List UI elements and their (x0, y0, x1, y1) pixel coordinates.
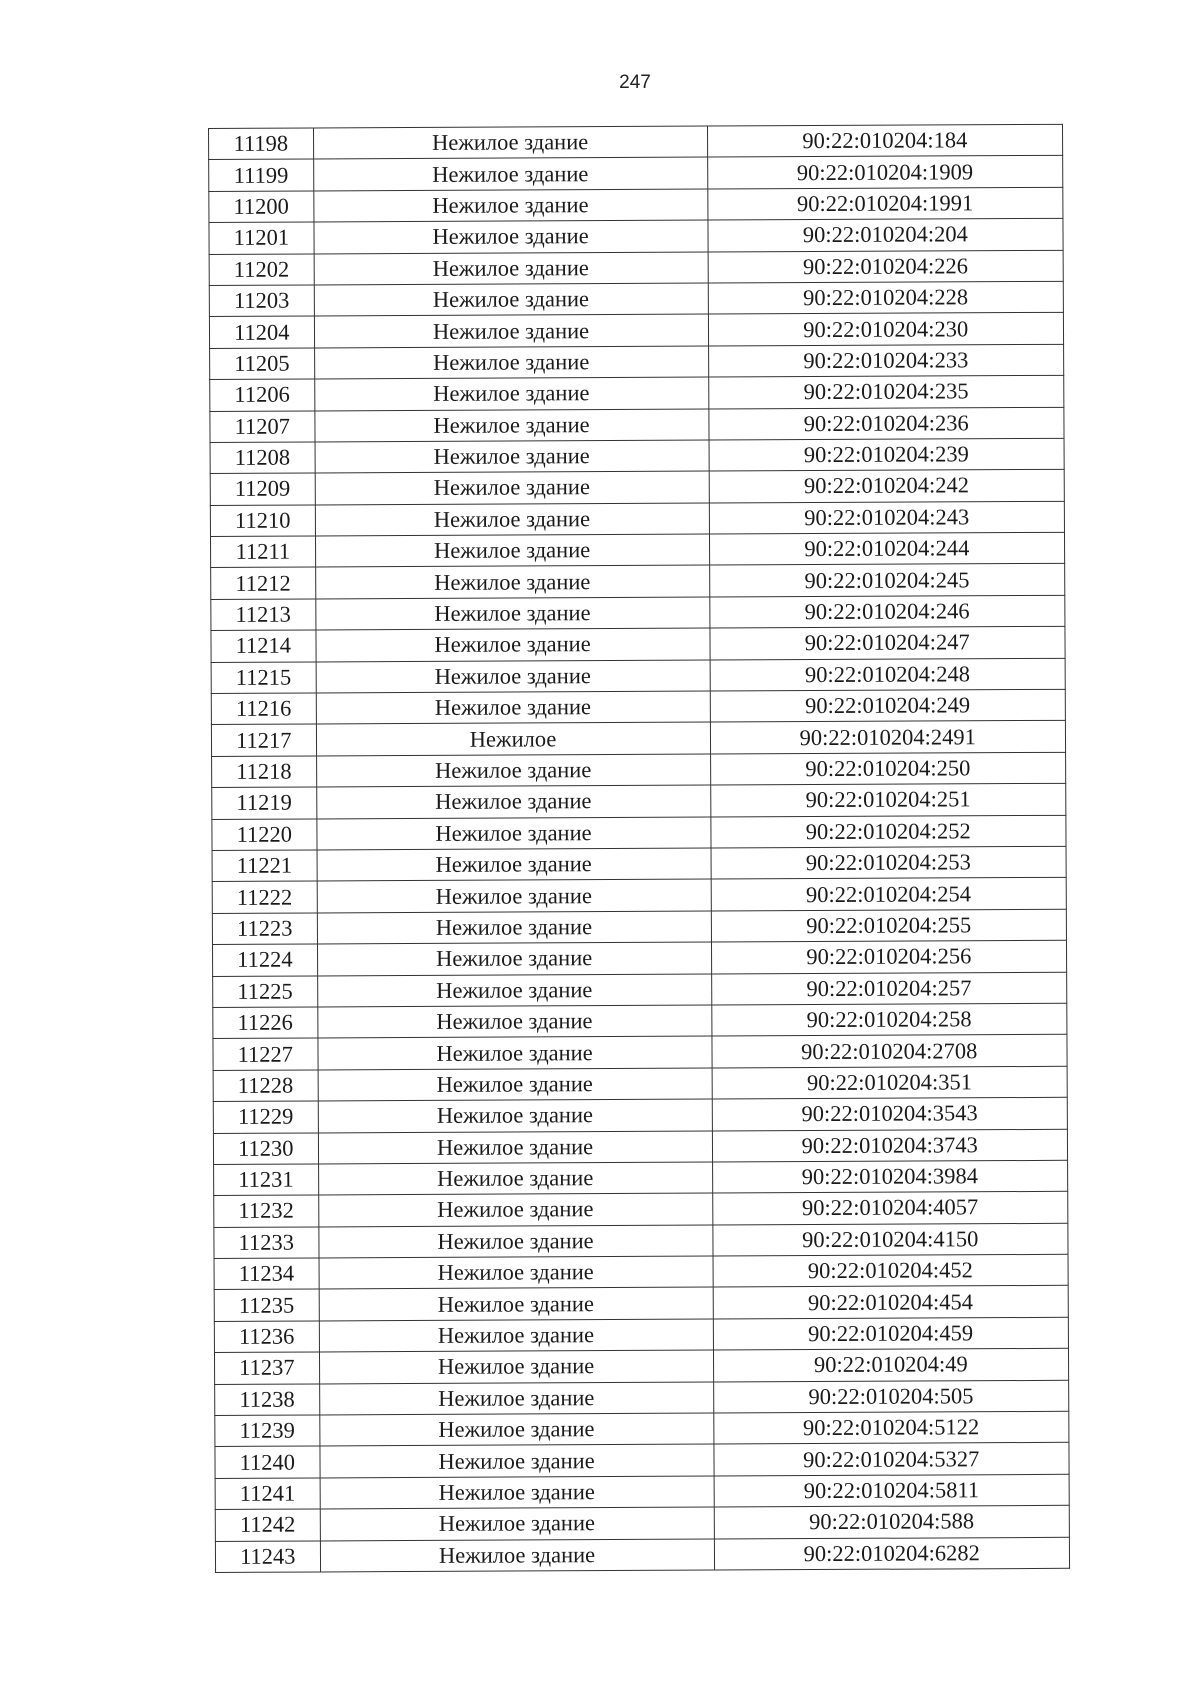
table-row (215, 1443, 1069, 1479)
table-row (212, 846, 1066, 882)
object-type-cell: Нежилое здание (315, 534, 709, 567)
row-number-cell: 11211 (210, 536, 315, 568)
cadastral-number-cell: 90:22:010204:252 (710, 815, 1066, 848)
table-row (214, 1160, 1068, 1196)
object-type-cell: Нежилое здание (316, 628, 710, 661)
table-row (215, 1505, 1069, 1541)
table-row (213, 1066, 1067, 1102)
cadastral-number-cell: 90:22:010204:253 (711, 846, 1067, 879)
object-type-cell: Нежилое здание (317, 942, 711, 975)
row-number-cell: 11204 (209, 316, 314, 348)
cadastral-number-cell: 90:22:010204:452 (713, 1254, 1069, 1287)
row-number-cell: 11227 (213, 1038, 318, 1070)
row-number-cell: 11241 (215, 1478, 320, 1510)
table-row (213, 1129, 1067, 1165)
object-type-cell: Нежилое здание (315, 471, 709, 504)
row-number-cell: 11199 (209, 159, 314, 191)
registry-table-body (209, 124, 1070, 1572)
row-number-cell: 11212 (211, 567, 316, 599)
cadastral-number-cell: 90:22:010204:3543 (712, 1097, 1068, 1130)
object-type-cell: Нежилое здание (314, 252, 708, 285)
table-row (209, 281, 1063, 317)
row-number-cell: 11213 (211, 599, 316, 631)
table-row (212, 940, 1066, 976)
table-row (210, 470, 1064, 506)
row-number-cell: 11202 (209, 254, 314, 286)
cadastral-number-cell: 90:22:010204:49 (713, 1349, 1069, 1382)
row-number-cell: 11236 (214, 1321, 319, 1353)
object-type-cell: Нежилое здание (320, 1476, 714, 1509)
object-type-cell: Нежилое здание (318, 1225, 712, 1258)
object-type-cell: Нежилое здание (314, 283, 708, 316)
table-row (215, 1474, 1069, 1510)
table-row (210, 375, 1064, 411)
cadastral-number-cell: 90:22:010204:1991 (707, 187, 1063, 220)
object-type-cell: Нежилое здание (316, 691, 710, 724)
table-row (209, 250, 1063, 286)
cadastral-number-cell: 90:22:010204:454 (713, 1286, 1069, 1319)
row-number-cell: 11229 (213, 1101, 318, 1133)
cadastral-number-cell: 90:22:010204:5327 (713, 1443, 1069, 1476)
object-type-cell: Нежилое здание (317, 974, 711, 1007)
object-type-cell: Нежилое здание (320, 1507, 714, 1540)
row-number-cell: 11198 (209, 128, 314, 160)
row-number-cell: 11210 (210, 505, 315, 537)
object-type-cell: Нежилое здание (316, 817, 710, 850)
table-row (215, 1380, 1069, 1416)
cadastral-number-cell: 90:22:010204:248 (710, 658, 1066, 691)
table-row (211, 721, 1065, 757)
row-number-cell: 11237 (214, 1352, 319, 1384)
table-row (214, 1286, 1068, 1322)
object-type-cell: Нежилое здание (319, 1413, 713, 1446)
table-row (215, 1411, 1069, 1447)
table-row (214, 1254, 1068, 1290)
object-type-cell: Нежилое здание (314, 220, 708, 253)
cadastral-number-cell: 90:22:010204:226 (708, 250, 1064, 283)
table-row (212, 909, 1066, 945)
cadastral-number-cell: 90:22:010204:256 (711, 940, 1067, 973)
object-type-cell: Нежилое здание (314, 314, 708, 347)
object-type-cell: Нежилое (316, 722, 710, 755)
object-type-cell: Нежилое здание (318, 1162, 712, 1195)
row-number-cell: 11231 (214, 1164, 319, 1196)
object-type-cell: Нежилое здание (317, 879, 711, 912)
cadastral-number-cell: 90:22:010204:257 (711, 972, 1067, 1005)
cadastral-number-cell: 90:22:010204:244 (709, 532, 1065, 565)
table-row (212, 784, 1066, 820)
row-number-cell: 11209 (210, 473, 315, 505)
cadastral-number-cell: 90:22:010204:251 (710, 784, 1066, 817)
page-number: 247 (619, 72, 651, 93)
property-registry-table (208, 124, 1070, 1573)
row-number-cell: 11217 (211, 724, 316, 756)
cadastral-number-cell: 90:22:010204:2491 (710, 721, 1066, 754)
object-type-cell: Нежилое здание (319, 1288, 713, 1321)
cadastral-number-cell: 90:22:010204:258 (711, 1003, 1067, 1036)
table-row (209, 187, 1063, 223)
object-type-cell: Нежилое здание (318, 1068, 712, 1101)
row-number-cell: 11230 (213, 1132, 318, 1164)
row-number-cell: 11222 (212, 881, 317, 913)
object-type-cell: Нежилое здание (315, 566, 709, 599)
row-number-cell: 11242 (215, 1509, 320, 1541)
row-number-cell: 11225 (213, 976, 318, 1008)
table-row (210, 501, 1064, 537)
table-row (214, 1192, 1068, 1228)
cadastral-number-cell: 90:22:010204:233 (708, 344, 1064, 377)
object-type-cell: Нежилое здание (314, 409, 708, 442)
cadastral-number-cell: 90:22:010204:459 (713, 1317, 1069, 1350)
table-row (211, 658, 1065, 694)
object-type-cell: Нежилое здание (319, 1256, 713, 1289)
object-type-cell: Нежилое здание (319, 1382, 713, 1415)
row-number-cell: 11200 (209, 191, 314, 223)
row-number-cell: 11205 (210, 348, 315, 380)
cadastral-number-cell: 90:22:010204:184 (707, 124, 1063, 157)
row-number-cell: 11208 (210, 442, 315, 474)
table-row (211, 564, 1065, 600)
row-number-cell: 11233 (214, 1227, 319, 1259)
table-row (213, 972, 1067, 1008)
row-number-cell: 11215 (211, 662, 316, 694)
cadastral-number-cell: 90:22:010204:228 (708, 281, 1064, 314)
table-row (210, 407, 1064, 443)
object-type-cell: Нежилое здание (317, 848, 711, 881)
row-number-cell: 11220 (212, 819, 317, 851)
object-type-cell: Нежилое здание (318, 1131, 712, 1164)
row-number-cell: 11221 (212, 850, 317, 882)
row-number-cell: 11226 (213, 1007, 318, 1039)
cadastral-number-cell: 90:22:010204:235 (708, 375, 1064, 408)
cadastral-number-cell: 90:22:010204:250 (710, 752, 1066, 785)
cadastral-number-cell: 90:22:010204:2708 (711, 1035, 1067, 1068)
object-type-cell: Нежилое здание (318, 1036, 712, 1069)
table-row (210, 438, 1064, 474)
row-number-cell: 11207 (210, 410, 315, 442)
row-number-cell: 11201 (209, 222, 314, 254)
cadastral-number-cell: 90:22:010204:254 (711, 878, 1067, 911)
cadastral-number-cell: 90:22:010204:243 (709, 501, 1065, 534)
table-row (214, 1223, 1068, 1259)
table-row (209, 124, 1063, 160)
table-row (209, 156, 1063, 192)
table-row (215, 1537, 1069, 1573)
table-row (214, 1349, 1068, 1385)
row-number-cell: 11206 (210, 379, 315, 411)
table-row (210, 532, 1064, 568)
table-row (211, 627, 1065, 663)
object-type-cell: Нежилое здание (318, 1099, 712, 1132)
table-row (209, 218, 1063, 254)
cadastral-number-cell: 90:22:010204:6282 (714, 1537, 1070, 1570)
cadastral-number-cell: 90:22:010204:351 (712, 1066, 1068, 1099)
table-row (209, 313, 1063, 349)
cadastral-number-cell: 90:22:010204:247 (709, 627, 1065, 660)
object-type-cell: Нежилое здание (316, 660, 710, 693)
cadastral-number-cell: 90:22:010204:249 (710, 689, 1066, 722)
object-type-cell: Нежилое здание (320, 1444, 714, 1477)
row-number-cell: 11238 (215, 1384, 320, 1416)
row-number-cell: 11240 (215, 1446, 320, 1478)
cadastral-number-cell: 90:22:010204:230 (708, 313, 1064, 346)
table-row (211, 595, 1065, 631)
row-number-cell: 11234 (214, 1258, 319, 1290)
cadastral-number-cell: 90:22:010204:255 (711, 909, 1067, 942)
row-number-cell: 11239 (215, 1415, 320, 1447)
cadastral-number-cell: 90:22:010204:3984 (712, 1160, 1068, 1193)
cadastral-number-cell: 90:22:010204:588 (714, 1505, 1070, 1538)
object-type-cell: Нежилое здание (313, 189, 707, 222)
object-type-cell: Нежилое здание (315, 597, 709, 630)
row-number-cell: 11235 (214, 1289, 319, 1321)
cadastral-number-cell: 90:22:010204:4057 (712, 1192, 1068, 1225)
cadastral-number-cell: 90:22:010204:505 (713, 1380, 1069, 1413)
table-row (213, 1097, 1067, 1133)
row-number-cell: 11214 (211, 630, 316, 662)
row-number-cell: 11232 (214, 1195, 319, 1227)
row-number-cell: 11216 (211, 693, 316, 725)
row-number-cell: 11203 (209, 285, 314, 317)
object-type-cell: Нежилое здание (314, 346, 708, 379)
object-type-cell: Нежилое здание (317, 911, 711, 944)
cadastral-number-cell: 90:22:010204:236 (708, 407, 1064, 440)
row-number-cell: 11218 (212, 756, 317, 788)
table-row (213, 1035, 1067, 1071)
row-number-cell: 11228 (213, 1070, 318, 1102)
object-type-cell: Нежилое здание (317, 1005, 711, 1038)
row-number-cell: 11223 (212, 913, 317, 945)
row-number-cell: 11224 (212, 944, 317, 976)
object-type-cell: Нежилое здание (316, 754, 710, 787)
cadastral-number-cell: 90:22:010204:3743 (712, 1129, 1068, 1162)
object-type-cell: Нежилое здание (320, 1539, 714, 1572)
table-row (210, 344, 1064, 380)
table-row (212, 752, 1066, 788)
object-type-cell: Нежилое здание (318, 1193, 712, 1226)
cadastral-number-cell: 90:22:010204:245 (709, 564, 1065, 597)
cadastral-number-cell: 90:22:010204:242 (709, 470, 1065, 503)
cadastral-number-cell: 90:22:010204:5122 (713, 1411, 1069, 1444)
cadastral-number-cell: 90:22:010204:204 (707, 218, 1063, 251)
table-row (211, 689, 1065, 725)
object-type-cell: Нежилое здание (313, 157, 707, 190)
cadastral-number-cell: 90:22:010204:5811 (714, 1474, 1070, 1507)
table-row (212, 878, 1066, 914)
cadastral-number-cell: 90:22:010204:239 (709, 438, 1065, 471)
table-row (212, 815, 1066, 851)
object-type-cell: Нежилое здание (315, 440, 709, 473)
table-row (214, 1317, 1068, 1353)
object-type-cell: Нежилое здание (319, 1350, 713, 1383)
object-type-cell: Нежилое здание (315, 503, 709, 536)
cadastral-number-cell: 90:22:010204:1909 (707, 156, 1063, 189)
table-row (213, 1003, 1067, 1039)
object-type-cell: Нежилое здание (313, 126, 707, 159)
cadastral-number-cell: 90:22:010204:246 (709, 595, 1065, 628)
object-type-cell: Нежилое здание (314, 377, 708, 410)
row-number-cell: 11219 (212, 787, 317, 819)
object-type-cell: Нежилое здание (319, 1319, 713, 1352)
cadastral-number-cell: 90:22:010204:4150 (712, 1223, 1068, 1256)
object-type-cell: Нежилое здание (316, 785, 710, 818)
row-number-cell: 11243 (215, 1541, 320, 1573)
